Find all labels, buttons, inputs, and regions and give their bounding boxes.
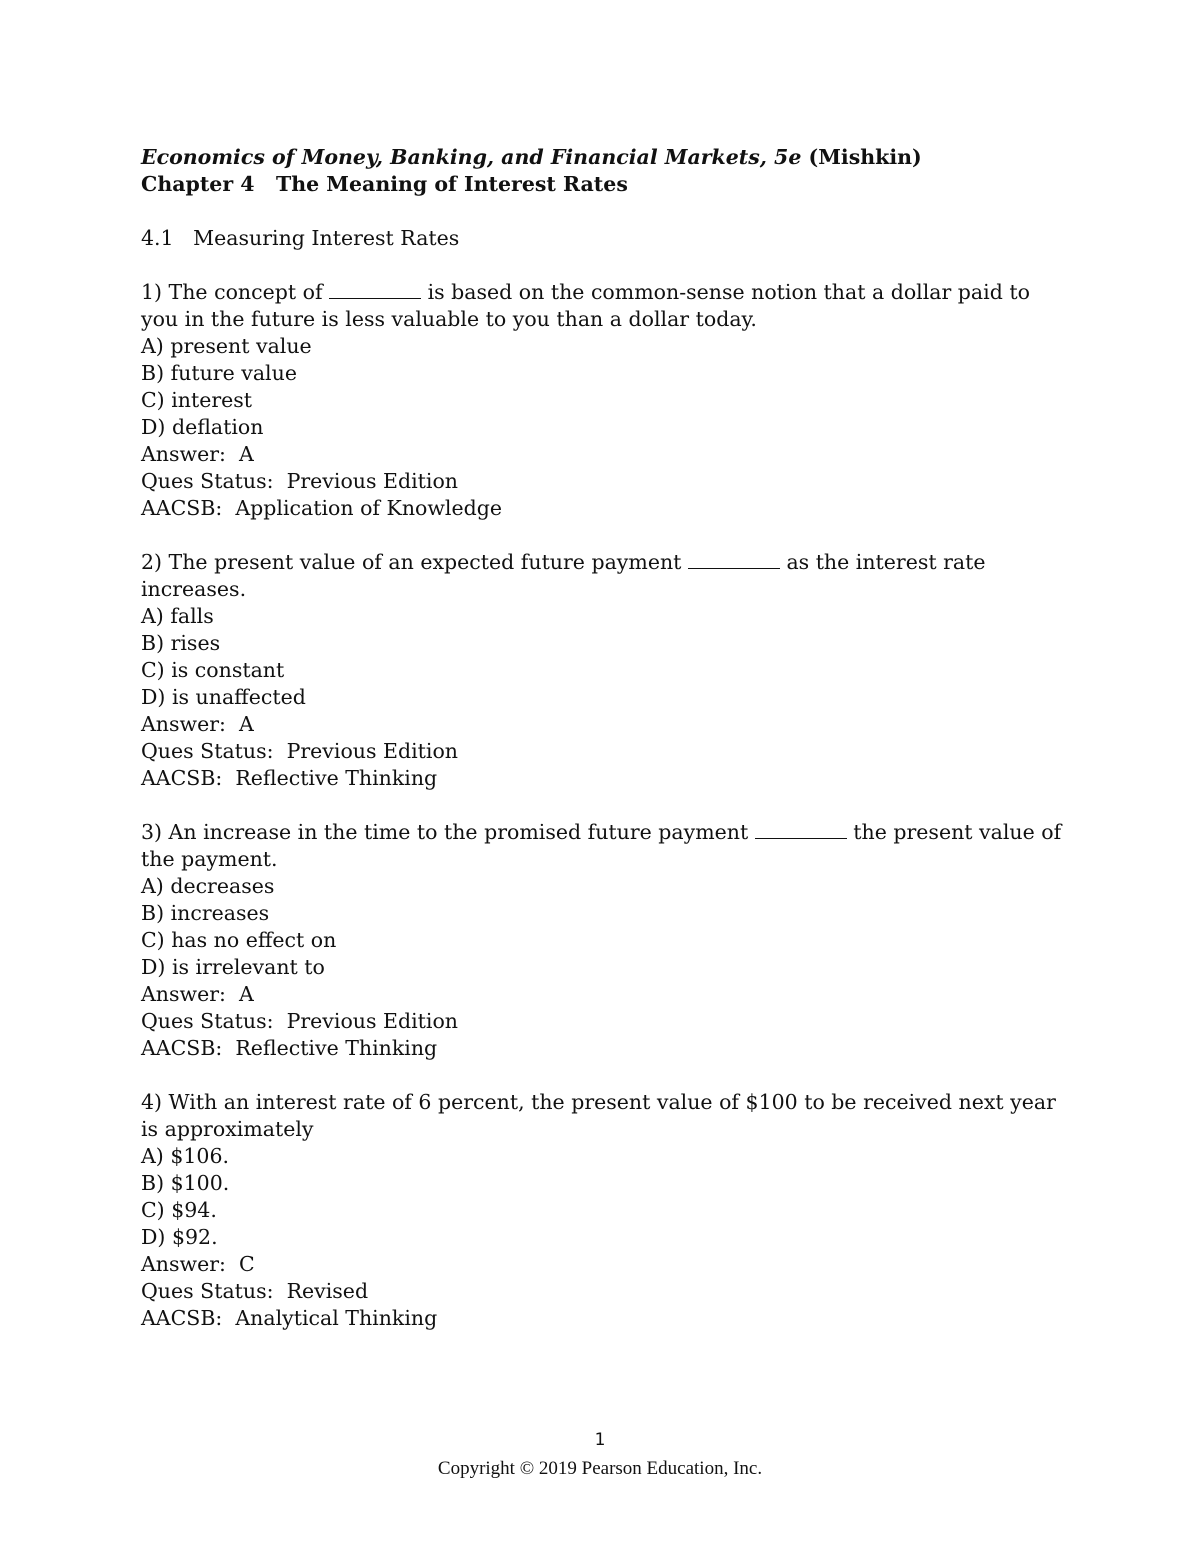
answer-line: Answer: A xyxy=(141,982,254,1006)
aacsb-line: AACSB: Reflective Thinking xyxy=(141,766,438,790)
status-line: Ques Status: Previous Edition xyxy=(141,739,459,763)
status-line: Ques Status: Previous Edition xyxy=(141,1009,459,1033)
question-text: 4) With an interest rate of 6 percent, the present value of $100 to be received next year is approximately xyxy=(141,1090,1056,1141)
answer-blank xyxy=(755,820,847,839)
option-b: B) $100. xyxy=(141,1171,230,1195)
answer-line: Answer: A xyxy=(141,442,254,466)
book-title: Economics of Money, Banking, and Financial Markets, 5e xyxy=(141,145,802,169)
question-3 xyxy=(141,819,1071,1062)
option-b: B) increases xyxy=(141,901,270,925)
question-4 xyxy=(141,1089,1071,1332)
aacsb-line: AACSB: Application of Knowledge xyxy=(141,496,502,520)
option-c: C) has no effect on xyxy=(141,928,337,952)
document-page xyxy=(141,144,1071,1332)
answer-line: Answer: A xyxy=(141,712,254,736)
option-c: C) is constant xyxy=(141,658,285,682)
question-text: 2) The present value of an expected future payment as the interest rate increases. xyxy=(141,550,986,601)
option-c: C) interest xyxy=(141,388,253,412)
option-a: A) $106. xyxy=(141,1144,230,1168)
answer-blank xyxy=(688,550,780,569)
answer-line: Answer: C xyxy=(141,1252,255,1276)
option-a: A) decreases xyxy=(141,874,275,898)
answer-blank xyxy=(329,280,421,299)
question-2 xyxy=(141,549,1071,792)
option-c: C) $94. xyxy=(141,1198,217,1222)
option-d: D) is irrelevant to xyxy=(141,955,325,979)
option-b: B) rises xyxy=(141,631,221,655)
option-a: A) present value xyxy=(141,334,312,358)
question-1 xyxy=(141,279,1071,522)
aacsb-line: AACSB: Analytical Thinking xyxy=(141,1306,438,1330)
option-d: D) $92. xyxy=(141,1225,218,1249)
chapter-title: Chapter 4 The Meaning of Interest Rates xyxy=(141,172,628,196)
section-heading: 4.1 Measuring Interest Rates xyxy=(141,226,460,250)
book-author: (Mishkin) xyxy=(801,145,922,169)
aacsb-line: AACSB: Reflective Thinking xyxy=(141,1036,438,1060)
status-line: Ques Status: Previous Edition xyxy=(141,469,459,493)
question-text: 3) An increase in the time to the promised future payment the present value of the payment. xyxy=(141,820,1062,871)
copyright-notice: Copyright © 2019 Pearson Education, Inc. xyxy=(437,1458,763,1479)
question-list xyxy=(141,279,1071,1332)
status-line: Ques Status: Revised xyxy=(141,1279,369,1303)
option-b: B) future value xyxy=(141,361,297,385)
option-a: A) falls xyxy=(141,604,214,628)
page-number: 1 xyxy=(594,1430,606,1450)
question-text: 1) The concept of is based on the common-sense notion that a dollar paid to you in the future is less valuable to you than a dollar today. xyxy=(141,280,1030,331)
book-title-line xyxy=(141,144,1071,171)
option-d: D) deflation xyxy=(141,415,264,439)
option-d: D) is unaffected xyxy=(141,685,306,709)
